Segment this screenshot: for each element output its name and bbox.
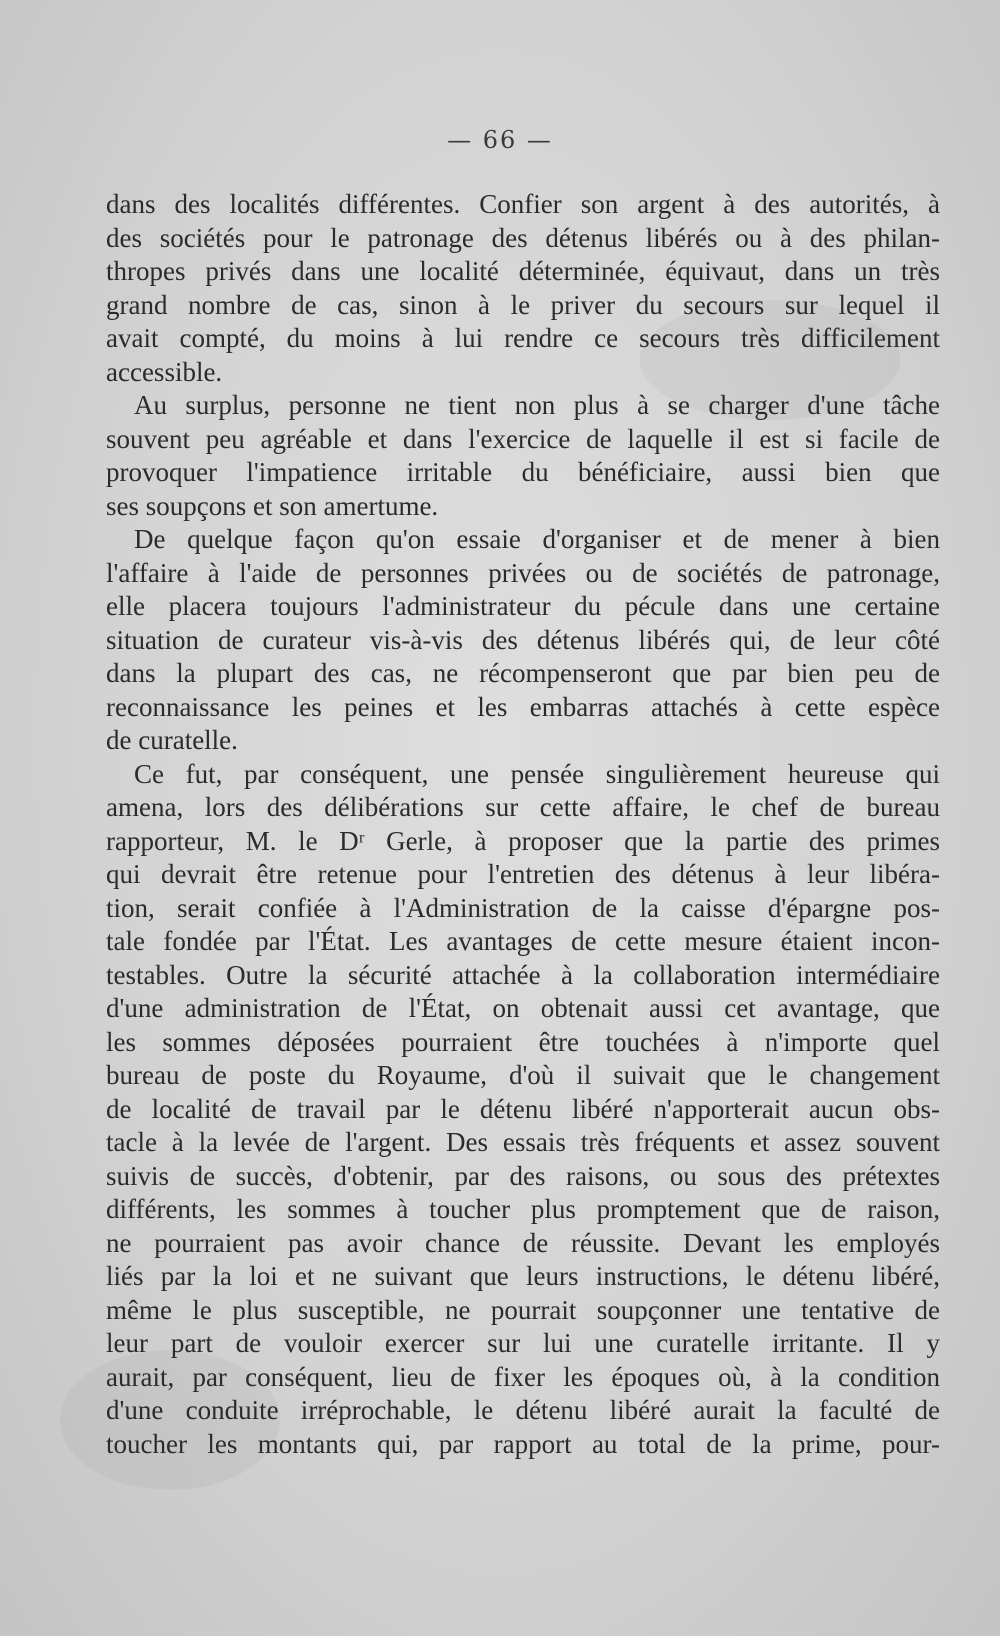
text-line: dans des localités différentes. Confier son argent à des autorités, à (106, 189, 940, 219)
text-line: tion, serait confiée à l'Administration de la caisse d'épargne pos- (106, 892, 940, 923)
text-line: ne pourraient pas avoir chance de réussite. Devant les employés (106, 1227, 940, 1258)
text-line: liés par la loi et ne suivant que leurs instructions, le détenu libéré, (106, 1261, 940, 1291)
text-line: dans la plupart des cas, ne récompenseront que par bien peu de (106, 658, 940, 688)
text-line: situation de curateur vis-à-vis des détenus libérés qui, de leur côté (106, 624, 940, 655)
page-number: — 66 — (447, 126, 553, 154)
text-line: reconnaissance les peines et les embarras attachés à cette espèce (106, 691, 940, 722)
text-line: les sommes déposées pourraient être touchées à n'importe quel (106, 1026, 940, 1057)
text-line: Ce fut, par conséquent, une pensée singulièrement heureuse qui (134, 758, 940, 789)
text-line: Au surplus, personne ne tient non plus à se charger d'une tâche (134, 390, 940, 420)
text-line: De quelque façon qu'on essaie d'organiser et de mener à bien (134, 524, 940, 554)
text-line: bureau de poste du Royaume, d'où il suivait que le changement (106, 1060, 940, 1090)
text-line: toucher les montants qui, par rapport au total de la prime, pour- (106, 1428, 940, 1459)
text-line: elle placera toujours l'administrateur du pécule dans une certaine (106, 591, 940, 621)
text-line: grand nombre de cas, sinon à le priver du secours sur lequel il (106, 289, 940, 320)
text-line: tacle à la levée de l'argent. Des essais très fréquents et assez souvent (106, 1127, 940, 1157)
text-line: thropes privés dans une localité déterminée, équivaut, dans un très (106, 256, 940, 286)
text-line: d'une conduite irréprochable, le détenu libéré aurait la faculté de (106, 1395, 940, 1425)
text-line: de localité de travail par le détenu libéré n'apporterait aucun obs- (106, 1093, 940, 1124)
text-line: d'une administration de l'État, on obtenait aussi cet avantage, que (106, 993, 940, 1023)
text-line: ses soupçons et son amertume. (106, 490, 439, 521)
text-line: leur part de vouloir exercer sur lui une curatelle irritante. Il y (106, 1328, 940, 1358)
text-line: accessible. (106, 356, 223, 387)
text-line: suivis de succès, d'obtenir, par des raisons, ou sous des prétextes (106, 1160, 940, 1191)
text-line: rapporteur, M. le Dʳ Gerle, à proposer que la partie des primes (106, 825, 940, 856)
text-line: l'affaire à l'aide de personnes privées ou de sociétés de patronage, (106, 557, 940, 588)
text-line: avait compté, du moins à lui rendre ce secours très difficilement (106, 323, 940, 353)
text-line: tale fondée par l'État. Les avantages de cette mesure étaient incon- (106, 926, 940, 956)
text-line: provoquer l'impatience irritable du bénéficiaire, aussi bien que (106, 457, 940, 487)
text-line: testables. Outre la sécurité attachée à la collaboration intermédiaire (106, 959, 940, 990)
text-line: qui devrait être retenue pour l'entretien des détenus à leur libéra- (106, 859, 940, 889)
body-text (106, 188, 940, 1461)
text-line: différents, les sommes à toucher plus promptement que de raison, (106, 1194, 940, 1224)
text-line: de curatelle. (106, 725, 238, 755)
text-line: aurait, par conséquent, lieu de fixer les époques où, à la condition (106, 1361, 940, 1392)
text-line: amena, lors des délibérations sur cette affaire, le chef de bureau (106, 792, 940, 822)
text-line: souvent peu agréable et dans l'exercice de laquelle il est si facile de (106, 423, 940, 454)
text-line: même le plus susceptible, ne pourrait soupçonner une tentative de (106, 1294, 940, 1325)
text-line: des sociétés pour le patronage des détenus libérés ou à des philan- (106, 222, 940, 253)
